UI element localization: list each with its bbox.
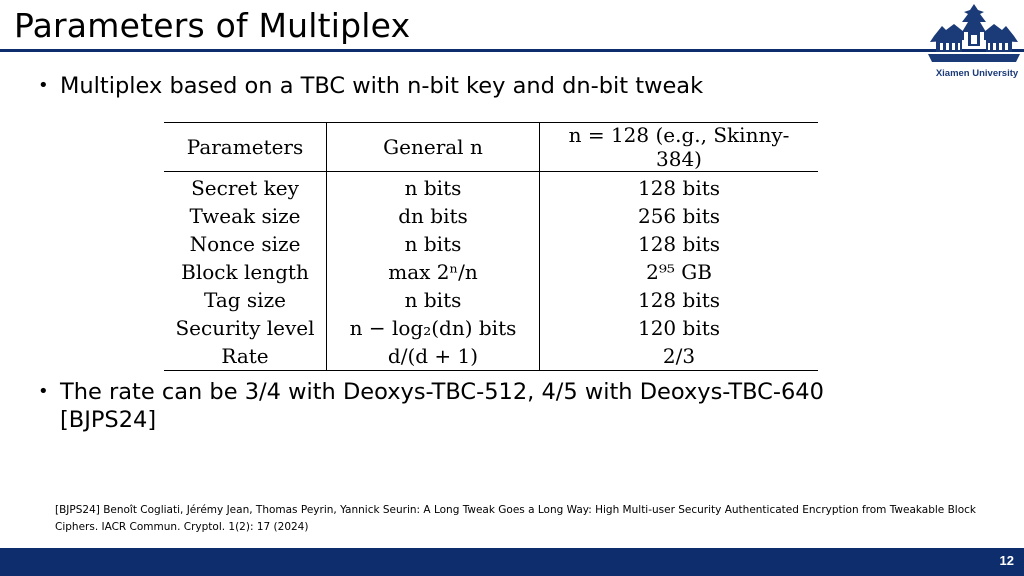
slide-title: Parameters of Multiplex	[14, 6, 411, 45]
table-cell: 2/3	[540, 342, 819, 371]
bullet-text: Multiplex based on a TBC with n-bit key and dn-bit tweak	[60, 73, 704, 99]
page-number: 12	[999, 553, 1014, 568]
table-row	[164, 258, 818, 286]
table-cell: 128 bits	[637, 176, 721, 200]
table-cell: n − log₂(dn) bits	[327, 314, 540, 342]
table-header-cell: Parameters	[164, 123, 327, 172]
table-cell: Block length	[164, 258, 327, 286]
table-cell: 120 bits	[637, 316, 721, 340]
table-header-row	[164, 123, 818, 172]
table-header-cell: General n	[327, 123, 540, 172]
bullet-marker: •	[38, 381, 49, 402]
table-cell: Rate	[164, 342, 327, 371]
table-header-cell: n = 128 (e.g., Skinny-384)	[540, 123, 819, 172]
reference-line: Ciphers. IACR Commun. Cryptol. 1(2): 17 (2024)	[55, 521, 309, 533]
table-row	[164, 230, 818, 258]
table-cell: d/(d + 1)	[327, 342, 540, 371]
table-cell: Nonce size	[164, 230, 327, 258]
table-cell: Security level	[164, 314, 327, 342]
table-row	[164, 342, 818, 371]
table-row	[164, 202, 818, 230]
bullet-marker: •	[38, 75, 49, 96]
table-cell: n bits	[327, 172, 540, 203]
bullet-citation: [BJPS24]	[60, 407, 157, 433]
reference-line: [BJPS24] Benoît Cogliati, Jérémy Jean, Thomas Peyrin, Yannick Seurin: A Long Tweak Goes a Long Way: High Multi-user Security Authenticated Encryption from Tweakable Block	[55, 504, 977, 516]
table-cell: max 2ⁿ/n	[327, 258, 540, 286]
logo-label: Xiamen University	[935, 68, 1019, 79]
table-row	[164, 314, 818, 342]
title-divider	[0, 49, 1024, 52]
parameters-table	[164, 122, 818, 371]
bullet-text	[60, 378, 824, 434]
table-cell: 256 bits	[637, 204, 721, 228]
table-cell: 2⁹⁵ GB	[646, 260, 712, 284]
table-cell: n bits	[327, 230, 540, 258]
table-cell: n bits	[327, 286, 540, 314]
table-cell: 128 bits	[637, 288, 721, 312]
table-cell: Tag size	[164, 286, 327, 314]
table-cell: dn bits	[327, 202, 540, 230]
table-row	[164, 286, 818, 314]
reference-note	[55, 502, 985, 536]
table-cell: Tweak size	[164, 202, 327, 230]
table-cell: 128 bits	[637, 232, 721, 256]
table-cell: Secret key	[164, 172, 327, 203]
table-row	[164, 172, 818, 203]
footer-bar	[0, 548, 1024, 576]
bullet-text-line: The rate can be 3/4 with Deoxys-TBC-512, 4/5 with Deoxys-TBC-640	[60, 379, 824, 405]
